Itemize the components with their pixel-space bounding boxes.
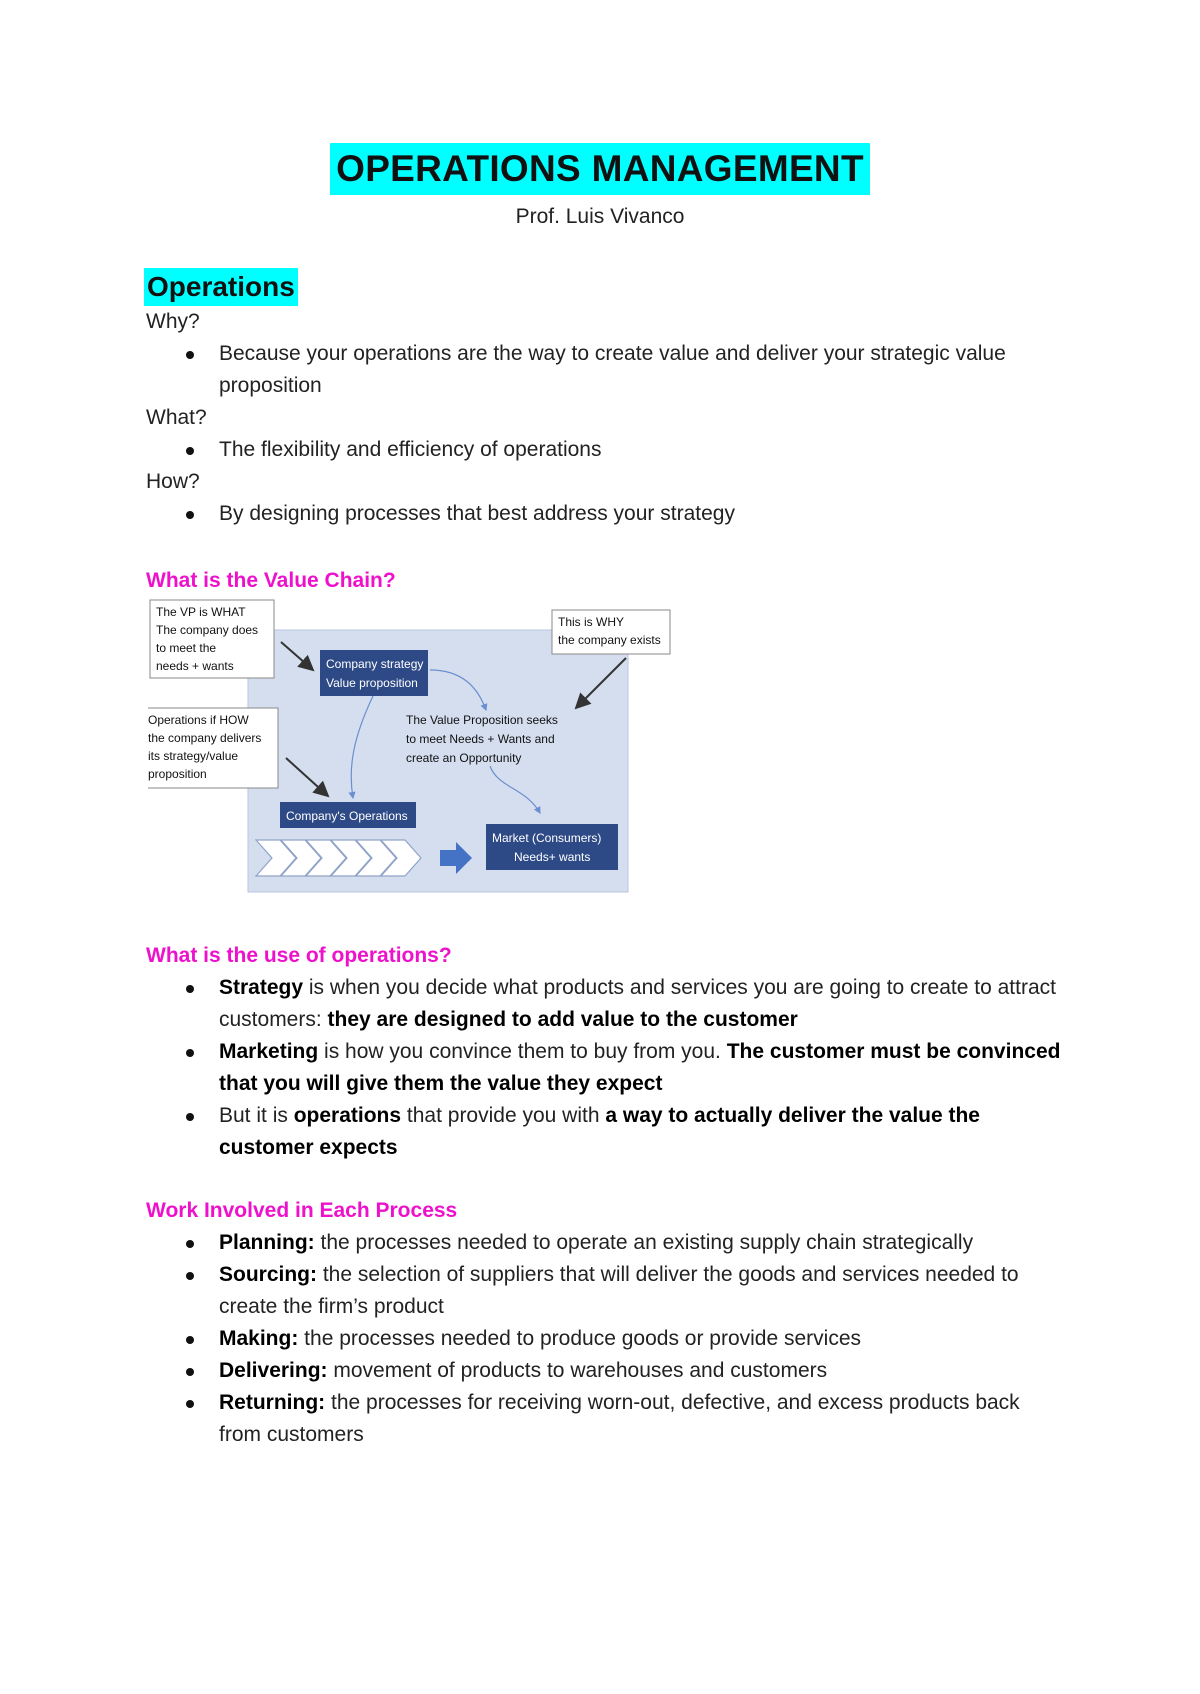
note-what-line-1: The VP is WHAT (156, 605, 246, 619)
center-line-3: create an Opportunity (406, 751, 522, 765)
use-of-operations-section (146, 940, 1066, 1164)
center-line-2: to meet Needs + Wants and (406, 732, 555, 746)
use-of-operations-heading: What is the use of operations? (146, 944, 452, 967)
strategy-line-1: Company strategy (326, 657, 424, 671)
note-how-line-4: proposition (148, 767, 207, 781)
list-item: Sourcing: the selection of suppliers that will deliver the goods and services needed to create the firm’s product (146, 1259, 1066, 1323)
svg-text:Company's Operations (286, 809, 408, 823)
note-why-line-1: This is WHY (558, 615, 624, 629)
list-item: Planning: the processes needed to operate an existing supply chain strategically (146, 1227, 1066, 1259)
value-chain-heading: What is the Value Chain? (146, 569, 396, 592)
list-item: Returning: the processes for receiving worn-out, defective, and excess products back from customers (146, 1387, 1066, 1451)
note-how-line-3: its strategy/value (148, 749, 239, 763)
list-item: Strategy is when you decide what products and services you are going to create to attract customers: they are designed to add value to the customer (146, 972, 1066, 1036)
value-chain-diagram (148, 598, 693, 898)
market-line-2: Needs+ wants (514, 850, 591, 864)
how-item: By designing processes that best address your strategy (146, 498, 1066, 530)
note-how-line-2: the company delivers (148, 731, 262, 745)
page-title: OPERATIONS MANAGEMENT (330, 143, 870, 195)
list-item: Making: the processes needed to produce goods or provide services (146, 1323, 1066, 1355)
work-involved-section (146, 1195, 1066, 1451)
title-block (0, 143, 1200, 195)
center-line-1: The Value Proposition seeks (406, 713, 558, 727)
what-label: What? (146, 406, 207, 429)
note-what-line-3: to meet the (156, 641, 217, 655)
note-what-line-2: The company does (156, 623, 259, 637)
operations-heading: Operations (144, 268, 298, 306)
note-what-line-4: needs + wants (156, 659, 234, 673)
note-how-line-1: Operations if HOW (148, 713, 249, 727)
strategy-line-2: Value proposition (326, 676, 418, 690)
note-why-line-2: the company exists (558, 633, 661, 647)
value-chain-section (146, 565, 1066, 597)
why-item: Because your operations are the way to create value and deliver your strategic value proposition (146, 338, 1066, 402)
list-item: Delivering: movement of products to warehouses and customers (146, 1355, 1066, 1387)
what-item: The flexibility and efficiency of operations (146, 434, 1066, 466)
page-subtitle: Prof. Luis Vivanco (515, 205, 685, 228)
process-chevrons (256, 840, 421, 876)
why-label: Why? (146, 310, 200, 333)
how-label: How? (146, 470, 200, 493)
operations-box-label: Company's Operations (286, 809, 408, 823)
operations-section (146, 268, 1066, 530)
list-item: But it is operations that provide you with a way to actually deliver the value the customer expects (146, 1100, 1066, 1164)
list-item: Marketing is how you convince them to buy from you. The customer must be convinced that you will give them the value they expect (146, 1036, 1066, 1100)
work-involved-heading: Work Involved in Each Process (146, 1199, 458, 1222)
market-line-1: Market (Consumers) (492, 831, 602, 845)
